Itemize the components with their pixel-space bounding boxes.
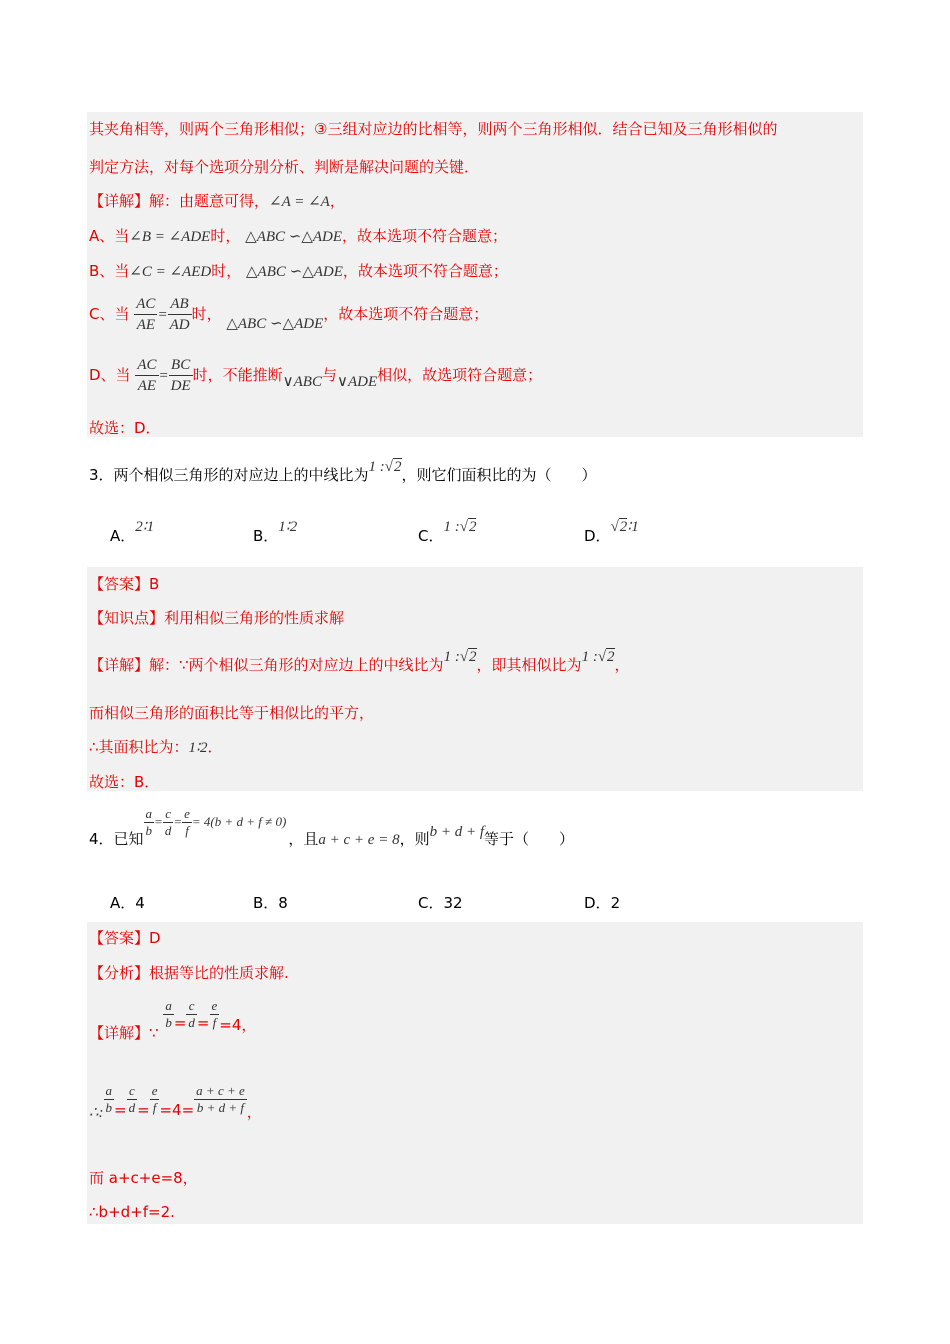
q4-therefore-eq: =4= [159, 1101, 195, 1119]
q2-option-a [89, 225, 507, 246]
q4-detail-eq-tail: =4， [219, 1016, 257, 1034]
q3-stem-post: ，则它们面积比的为（ ） [401, 466, 597, 484]
q4-detail: 【详解】∵ $\frac{a}{b}$ = $\frac{c}{d}$ = $\frac{e}{f}$ =4， [89, 998, 257, 1042]
q4-therefore-symbol: ∴: [89, 1105, 104, 1121]
q2-option-c-frac2-den: AD [169, 317, 190, 333]
q2-option-d-frac1-num: AC [135, 355, 158, 376]
q2-option-c-frac2 [168, 294, 192, 335]
q2-text-line2: 判定方法，对每个选项分别分析、判断是解决问题的关键． [89, 158, 480, 176]
q3-detail-label: 【详解】 [89, 656, 150, 674]
q3-line3-math: 1∶2 [188, 740, 208, 756]
q2-option-b-end: ，故本选项不符合题意； [342, 262, 508, 280]
q2-option-c-prefix: C、当 [89, 305, 130, 323]
q3-detail-ratio2-root: 2 [607, 649, 615, 665]
q4-therefore-frac2-den: d [128, 1100, 136, 1115]
q4-option-c-value: 32 [443, 894, 463, 912]
q3-answer: 【答案】B [89, 575, 160, 593]
q4-stem-frac3-num: e [184, 806, 190, 821]
q3-option-b-value: 1∶2 [278, 519, 298, 535]
q3-option-d-value-root: 2 [619, 519, 628, 535]
q4-stem-frac1-den: b [145, 823, 153, 838]
q2-option-a-sim: △ABC ∽△ADE [245, 229, 343, 245]
q3-option-d[interactable] [584, 519, 639, 546]
q4-detail-because: ∵ [149, 1024, 159, 1042]
q4-stem-expr: b + d + f [429, 824, 485, 840]
q4-detail-frac3-den: f [212, 1015, 217, 1030]
q4-detail-frac1 [163, 998, 174, 1031]
q4-option-c-label: C． [418, 894, 444, 912]
q3-option-b-label: B． [253, 527, 279, 545]
q3-option-a[interactable] [110, 519, 155, 546]
q3-option-c[interactable] [418, 519, 477, 546]
q2-option-d-mid: 时，不能推断 [192, 366, 283, 384]
q4-therefore-big-den: b + d + f [196, 1100, 245, 1115]
q3-stem-pre: 3．两个相似三角形的对应边上的中线比为 [89, 466, 369, 484]
q4-option-c[interactable] [418, 892, 463, 913]
q3-kp-label: 【知识点】 [89, 609, 165, 627]
q3-solution-panel [87, 567, 863, 791]
q4-analysis-label: 【分析】 [89, 964, 150, 982]
q2-option-d-frac1 [135, 355, 158, 396]
q4-stem-frac2-den: d [164, 823, 172, 838]
q4-answer: 【答案】D [89, 929, 161, 947]
q4-stem-pre: 4．已知 [89, 830, 144, 848]
q2-detail-end: ， [329, 192, 345, 210]
q4-stem-mid: ，且 [288, 830, 319, 848]
q4-detail-frac3 [210, 998, 220, 1031]
q2-detail-text: 解：由题意可得， [149, 192, 270, 210]
q3-detail-end: ， [614, 656, 630, 674]
q4-therefore-frac1 [104, 1083, 115, 1116]
q3-option-a-label: A． [110, 527, 136, 545]
q4-detail-frac1-den: b [165, 1015, 172, 1030]
q4-detail-frac3-num: e [211, 998, 218, 1013]
q2-detail [89, 190, 345, 211]
q4-therefore-frac3-num: e [151, 1083, 158, 1098]
q2-option-d-prefix: D、当 [89, 366, 131, 384]
q2-option-c-frac2-num: AB [168, 294, 192, 315]
q2-option-d-frac2 [169, 355, 193, 396]
q4-therefore-frac2 [127, 1083, 138, 1116]
q4-stem-frac3-den: f [185, 823, 189, 838]
q4-option-b-value: 8 [278, 894, 288, 912]
q3-option-a-value: 2∶1 [135, 519, 155, 535]
q4-stem: 4．已知 $\frac{a}{b}$ = $\frac{c}{d}$ = $\frac{e}{f}$ = 4(b + d + f ≠ 0)，且a + c + e = 8，则b + d + f等于（ ） [89, 806, 575, 848]
q2-option-c-sim: △ABC ∽△ADE [226, 316, 324, 332]
q4-stem-post: 等于（ ） [484, 830, 575, 848]
q3-detail [89, 649, 630, 675]
q4-analysis [89, 962, 289, 983]
q3-detail-line2: 而相似三角形的面积比等于相似比的平方， [89, 704, 375, 722]
q3-line3-end: ． [207, 738, 223, 756]
q4-detail-frac2-den: d [188, 1015, 195, 1030]
q2-detail-label: 【详解】 [89, 192, 150, 210]
q3-stem-ratio: 1 :√2 [368, 459, 402, 475]
q3-detail-mid: ，即其相似比为 [476, 656, 582, 674]
q4-therefore-end: ， [246, 1103, 262, 1121]
q3-detail-pre: 解：∵两个相似三角形的对应边上的中线比为 [149, 656, 444, 674]
q3-stem-ratio-a: 1 : [368, 459, 385, 475]
q2-detail-math: ∠A = ∠A [269, 194, 330, 210]
q4-detail-frac1-num: a [165, 998, 172, 1013]
q3-option-c-label: C． [418, 527, 444, 545]
q3-option-c-value-a: 1 : [443, 519, 460, 535]
q3-option-c-value: 1 :√2 [443, 519, 477, 535]
q4-stem-frac3 [182, 806, 192, 839]
q4-line3: 而 a+c+e=8， [89, 1169, 198, 1187]
q3-detail-ratio-a: 1 : [443, 649, 460, 665]
q2-conclusion: 故选：D． [89, 419, 161, 437]
q2-option-d [89, 355, 542, 396]
q2-option-b-cond: ∠C = ∠AED [129, 264, 212, 280]
q3-detail-ratio-root: 2 [469, 649, 477, 665]
q4-therefore-frac1-den: b [105, 1100, 113, 1115]
q4-stem-frac2-num: c [163, 806, 174, 823]
q4-option-d-value: 2 [610, 894, 621, 912]
q2-option-b-sim: △ABC ∽△ADE [246, 264, 343, 280]
q3-stem [89, 459, 597, 485]
q3-kp-text: 利用相似三角形的性质求解 [164, 609, 345, 627]
q2-text-line1: 其夹角相等，则两个三角形相似；③三组对应边的比相等，则两个三角形相似．结合已知及三角形相似的 [89, 120, 778, 138]
q4-detail-frac2 [186, 998, 197, 1031]
q4-detail-label: 【详解】 [89, 1024, 150, 1042]
q3-option-d-value-b: ∶1 [627, 519, 639, 535]
q2-option-b-prefix: B、当 [89, 262, 130, 280]
q4-stem-cond: a + c + e = 8 [318, 832, 400, 848]
q2-option-d-eq: = [158, 368, 169, 384]
q3-detail-ratio: 1 :√2 [443, 649, 477, 665]
q4-stem-frac1-num: a [145, 806, 153, 821]
q2-option-a-cond: ∠B = ∠ADE [129, 229, 211, 245]
q4-option-a-value: 4 [135, 894, 145, 912]
q2-option-c-eq: = [157, 307, 168, 323]
q2-option-d-triangle2: ∨ADE [336, 374, 378, 390]
q2-option-c-frac1 [134, 294, 157, 335]
q2-option-d-triangle1: ∨ABC [282, 374, 322, 390]
q4-detail-frac2-num: c [186, 998, 197, 1015]
q3-option-d-value: √2∶1 [610, 519, 639, 535]
q3-detail-line3 [89, 736, 222, 757]
q4-stem-math-tail: = 4(b + d + f ≠ 0) [191, 814, 287, 829]
q4-stem-frac1 [144, 806, 155, 839]
q3-stem-ratio-root: 2 [394, 459, 402, 475]
q4-option-a[interactable] [110, 892, 145, 913]
q4-stem-frac2 [163, 806, 174, 839]
q3-knowledge-point [89, 607, 344, 628]
q3-line3-pre: ∴其面积比为： [89, 738, 189, 756]
q3-option-d-label: D． [584, 527, 611, 545]
q4-analysis-text: 根据等比的性质求解. [149, 964, 289, 982]
q4-line4: ∴b+d+f=2. [89, 1203, 175, 1221]
q2-option-a-end: ，故本选项不符合题意； [342, 227, 508, 245]
q2-option-c-end: ，故本选项不符合题意； [323, 305, 489, 323]
q2-option-d-yu: 与 [321, 366, 337, 384]
q2-option-d-frac2-num: BC [169, 355, 193, 376]
q2-option-b-mid: 时， [211, 262, 242, 280]
q4-therefore-frac3-den: f [152, 1100, 157, 1115]
q3-detail-ratio2: 1 :√2 [581, 649, 615, 665]
q2-option-c-frac1-num: AC [134, 294, 157, 315]
q2-option-c-mid: 时， [191, 305, 222, 323]
q2-option-d-end: 相似，故选项符合题意； [377, 366, 543, 384]
q4-option-b-label: B． [253, 894, 279, 912]
q2-option-d-frac1-den: AE [137, 378, 157, 394]
q4-option-a-label: A． [110, 894, 136, 912]
q2-option-c-frac1-den: AE [136, 317, 156, 333]
q4-therefore: ∴: $\frac{a}{b}$ = $\frac{c}{d}$ = $\frac{e}{f}$ =4= $\frac{a + c + e}{b + d + f}$ ， [89, 1083, 262, 1121]
q4-option-b[interactable] [253, 892, 288, 913]
q4-stem-mid2: ，则 [399, 830, 430, 848]
q4-therefore-frac1-num: a [105, 1083, 113, 1098]
q3-option-c-value-root: 2 [468, 519, 477, 535]
q4-option-d[interactable] [584, 892, 620, 913]
q2-option-a-mid: 时， [210, 227, 241, 245]
q3-detail-ratio2-a: 1 : [581, 649, 598, 665]
q2-option-a-prefix: A、当 [89, 227, 130, 245]
q2-option-d-frac2-den: DE [170, 378, 191, 394]
q2-option-c [89, 294, 488, 335]
q3-conclusion: 故选：B． [89, 773, 160, 791]
q4-option-d-label: D． [584, 894, 611, 912]
q4-therefore-big-num: a + c + e [196, 1083, 245, 1098]
q3-option-b[interactable] [253, 519, 298, 546]
q4-therefore-big-frac [194, 1083, 247, 1116]
q2-option-b [89, 260, 508, 281]
q4-therefore-frac2-num: c [127, 1083, 138, 1100]
